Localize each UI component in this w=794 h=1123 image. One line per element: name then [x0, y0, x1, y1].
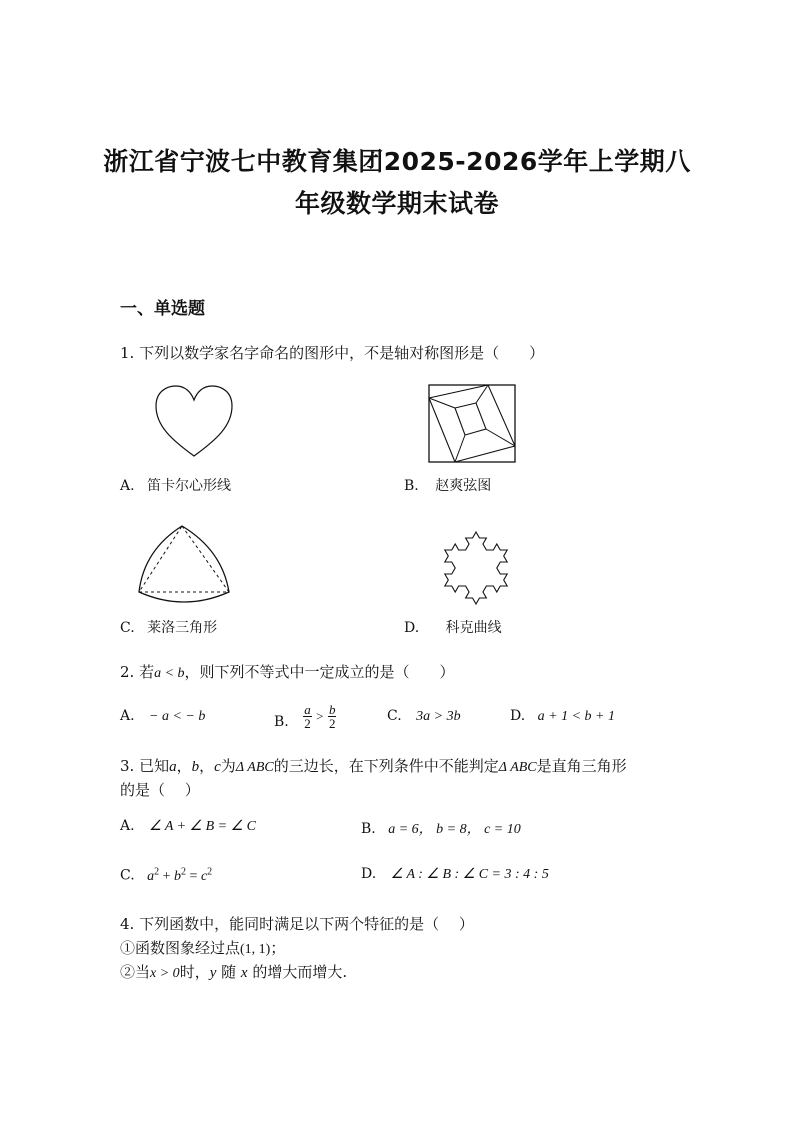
q3-stem-line-2: 的是（ ） [120, 781, 200, 799]
option-letter: D. [404, 620, 420, 636]
sep: ， [176, 757, 192, 775]
fraction-denominator: 2 [304, 716, 311, 731]
option-letter: B. [404, 478, 419, 494]
fraction-numerator: a [304, 702, 311, 717]
greater-than-sign: > [316, 708, 324, 724]
q1-option-c [120, 617, 217, 637]
q1-option-b [404, 475, 491, 495]
text: 的增大而增大. [247, 963, 348, 981]
q1-stem: 1. 下列以数学家名字命名的图形中，不是轴对称图形是（ ） [120, 344, 545, 362]
equals: = [186, 868, 201, 884]
var-x: x [240, 965, 248, 981]
math-c: c [200, 868, 208, 884]
option-text: 赵爽弦图 [435, 478, 492, 494]
exponent: 2 [154, 866, 160, 877]
text: ①函数图象经过点 [120, 939, 241, 957]
text: 随 [216, 963, 241, 981]
title-line-1: 浙江省宁波七中教育集团2025-2026学年上学期八 [103, 147, 691, 176]
var-a: a [169, 759, 177, 775]
q2-stem-math: a < b [154, 666, 185, 681]
q2-option-c [387, 708, 461, 725]
option-math: a = 6， b = 8， c = 10 [388, 822, 521, 837]
option-text: 笛卡尔心形线 [147, 478, 232, 494]
option-text: 莱洛三角形 [147, 620, 218, 636]
q1-option-a [120, 475, 231, 495]
option-letter: A. [120, 818, 135, 834]
reuleaux-triangle-figure [134, 522, 234, 606]
q3-option-a [120, 818, 256, 835]
fraction-denominator: 2 [328, 716, 336, 731]
text: 时， [179, 963, 210, 981]
var-b: b [191, 759, 200, 775]
option-math: ∠ A : ∠ B : ∠ C = 3 : 4 : 5 [390, 867, 549, 882]
option-math: 3a > 3b [416, 709, 461, 724]
q2-stem-post: ，则下列不等式中一定成立的是（ ） [184, 663, 455, 681]
text: 的三边长，在下列条件中不能判定 [273, 757, 499, 775]
option-letter: A. [120, 708, 135, 724]
option-text: 科克曲线 [445, 620, 502, 636]
fraction-b-over-2 [328, 703, 337, 730]
q3-stem-line-1 [120, 755, 627, 776]
plus: + [159, 868, 175, 884]
q2-option-a [120, 708, 205, 725]
var-c: c [214, 759, 221, 775]
option-letter: B. [361, 821, 376, 837]
koch-curve-figure [428, 518, 524, 606]
option-math [147, 866, 213, 884]
q2-stem [120, 661, 455, 682]
option-letter: C. [120, 867, 135, 884]
q2-stem-pre: 2. 若 [120, 663, 155, 681]
q3-option-c [120, 866, 212, 885]
fraction-a-over-2 [303, 703, 312, 730]
option-letter: D. [510, 708, 526, 724]
var-y: y [209, 965, 217, 981]
option-letter: B. [274, 714, 289, 730]
text: ； [270, 939, 286, 957]
math-a: a [147, 868, 155, 884]
point-coordinates: (1, 1) [240, 942, 271, 957]
q3-stem-pre: 3. 已知 [120, 757, 170, 775]
exponent: 2 [181, 866, 187, 877]
triangle-abc: Δ ABC [498, 760, 537, 775]
fraction-numerator: b [328, 702, 336, 717]
text: 是直角三角形 [536, 757, 627, 775]
text: 为 [220, 757, 236, 775]
option-math: − a < − b [149, 709, 206, 724]
cardioid-figure [152, 384, 236, 460]
q3-option-d [361, 866, 549, 883]
q4-condition-2 [120, 961, 347, 982]
exponent: 2 [207, 866, 213, 877]
title-line-2: 年级数学期末试卷 [294, 189, 499, 218]
q2-option-b [274, 700, 336, 730]
zhao-shuang-figure [428, 384, 518, 464]
q4-condition-1 [120, 937, 285, 958]
q2-option-d [510, 708, 615, 725]
text: ②当 [120, 963, 151, 981]
option-letter: D. [361, 866, 377, 882]
math-b: b [174, 868, 182, 884]
triangle-abc: Δ ABC [235, 760, 274, 775]
option-letter: A. [120, 478, 135, 494]
math-condition: x > 0 [150, 966, 180, 981]
option-letter: C. [120, 620, 135, 636]
q4-stem: 4. 下列函数中，能同时满足以下两个特征的是（ ） [120, 915, 474, 933]
q3-option-b [361, 818, 521, 838]
option-letter: C. [387, 708, 402, 724]
sep: ， [199, 757, 215, 775]
q1-option-d [404, 617, 502, 637]
option-math: a + 1 < b + 1 [537, 709, 615, 724]
section-heading: 一、单选题 [120, 299, 205, 319]
option-math: ∠ A + ∠ B = ∠ C [149, 819, 256, 834]
